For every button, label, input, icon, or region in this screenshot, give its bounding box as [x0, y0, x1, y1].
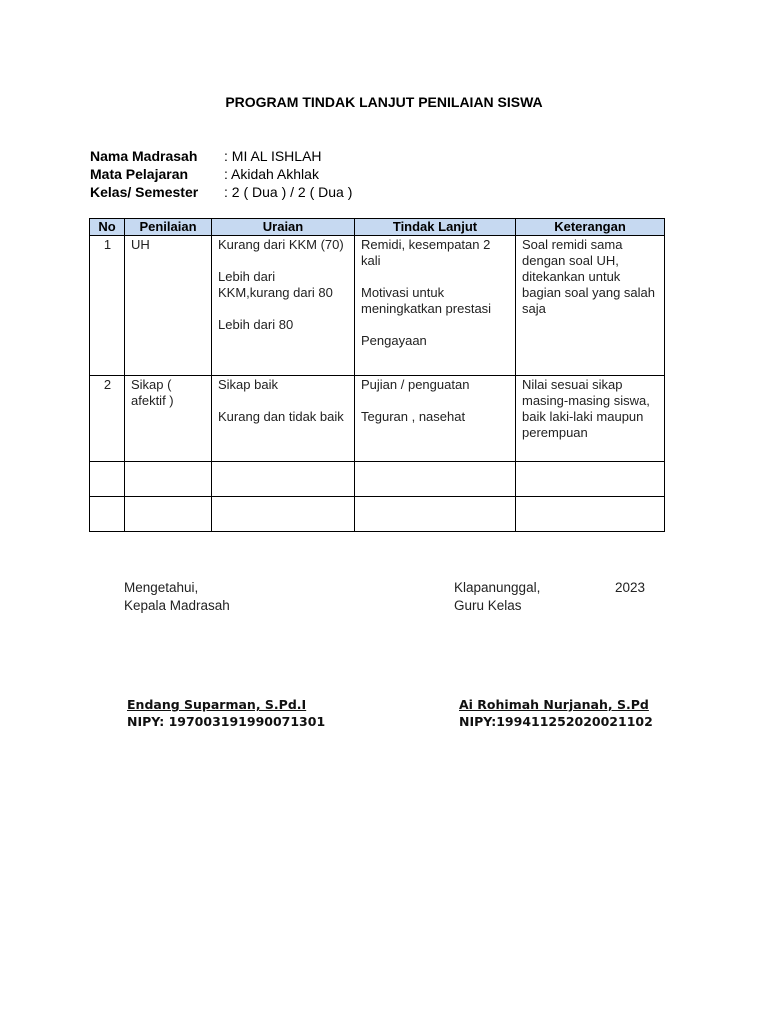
- teacher-nip: NIPY:199411252020021102: [459, 714, 653, 729]
- info-value: : MI AL ISHLAH: [224, 148, 322, 164]
- cell-penilaian: Sikap ( afektif ): [125, 376, 212, 462]
- header-keterangan: Keterangan: [516, 219, 665, 236]
- info-row-mapel: [90, 165, 319, 183]
- tindak-item: Pujian / penguatan: [361, 377, 470, 392]
- uraian-item: Sikap baik: [218, 377, 278, 392]
- headmaster-name: Endang Suparman, S.Pd.I: [127, 697, 307, 712]
- table-header-row: [90, 219, 665, 236]
- info-value: : 2 ( Dua ) / 2 ( Dua ): [224, 184, 353, 200]
- info-label: Mata Pelajaran: [90, 166, 189, 182]
- cell-uraian: [212, 236, 355, 376]
- uraian-item: Lebih dari KKM,kurang dari 80: [218, 269, 333, 300]
- teacher-name: Ai Rohimah Nurjanah, S.Pd: [459, 697, 649, 712]
- info-value: : Akidah Akhlak: [224, 166, 319, 182]
- acknowledged-label: Mengetahui,: [124, 580, 199, 595]
- info-label: Kelas/ Semester: [90, 184, 199, 200]
- cell-tindak-lanjut: [355, 236, 516, 376]
- info-label: Nama Madrasah: [90, 148, 198, 164]
- cell-uraian: [212, 376, 355, 462]
- cell-penilaian: UH: [125, 236, 212, 376]
- headmaster-label: Kepala Madrasah: [124, 598, 230, 613]
- header-no: No: [90, 219, 125, 236]
- uraian-item: Lebih dari 80: [218, 317, 294, 332]
- headmaster-nip: NIPY: 197003191990071301: [127, 714, 326, 729]
- cell-no: 1: [90, 236, 125, 376]
- uraian-item: Kurang dan tidak baik: [218, 409, 344, 424]
- cell-no: 2: [90, 376, 125, 462]
- tindak-item: Teguran , nasehat: [361, 409, 466, 424]
- info-row-madrasah: [90, 147, 322, 165]
- table-row-empty: [90, 462, 665, 497]
- table-row-empty: [90, 497, 665, 532]
- document-title: PROGRAM TINDAK LANJUT PENILAIAN SISWA: [225, 94, 543, 110]
- uraian-item: Kurang dari KKM (70): [218, 237, 344, 252]
- header-tindak-lanjut: Tindak Lanjut: [355, 219, 516, 236]
- teacher-label: Guru Kelas: [454, 598, 522, 613]
- cell-keterangan: Soal remidi sama dengan soal UH, ditekankan untuk bagian soal yang salah saja: [516, 236, 665, 376]
- table-row: [90, 236, 665, 376]
- signature-right-year: 2023: [615, 580, 646, 595]
- tindak-item: Motivasi untuk meningkatkan prestasi: [361, 285, 492, 316]
- header-penilaian: Penilaian: [125, 219, 212, 236]
- info-row-kelas: [90, 183, 352, 201]
- signature-right-place: Klapanunggal,: [454, 580, 541, 595]
- cell-tindak-lanjut: [355, 376, 516, 462]
- tindak-item: Remidi, kesempatan 2 kali: [361, 237, 491, 268]
- cell-keterangan: Nilai sesuai sikap masing-masing siswa, baik laki-laki maupun perempuan: [516, 376, 665, 462]
- table-row: [90, 376, 665, 462]
- headmaster-signature-block: [127, 697, 325, 729]
- assessment-table: [89, 218, 665, 532]
- signature-left-heading: [124, 579, 230, 615]
- teacher-signature-block: [459, 697, 653, 729]
- header-uraian: Uraian: [212, 219, 355, 236]
- tindak-item: Pengayaan: [361, 333, 427, 348]
